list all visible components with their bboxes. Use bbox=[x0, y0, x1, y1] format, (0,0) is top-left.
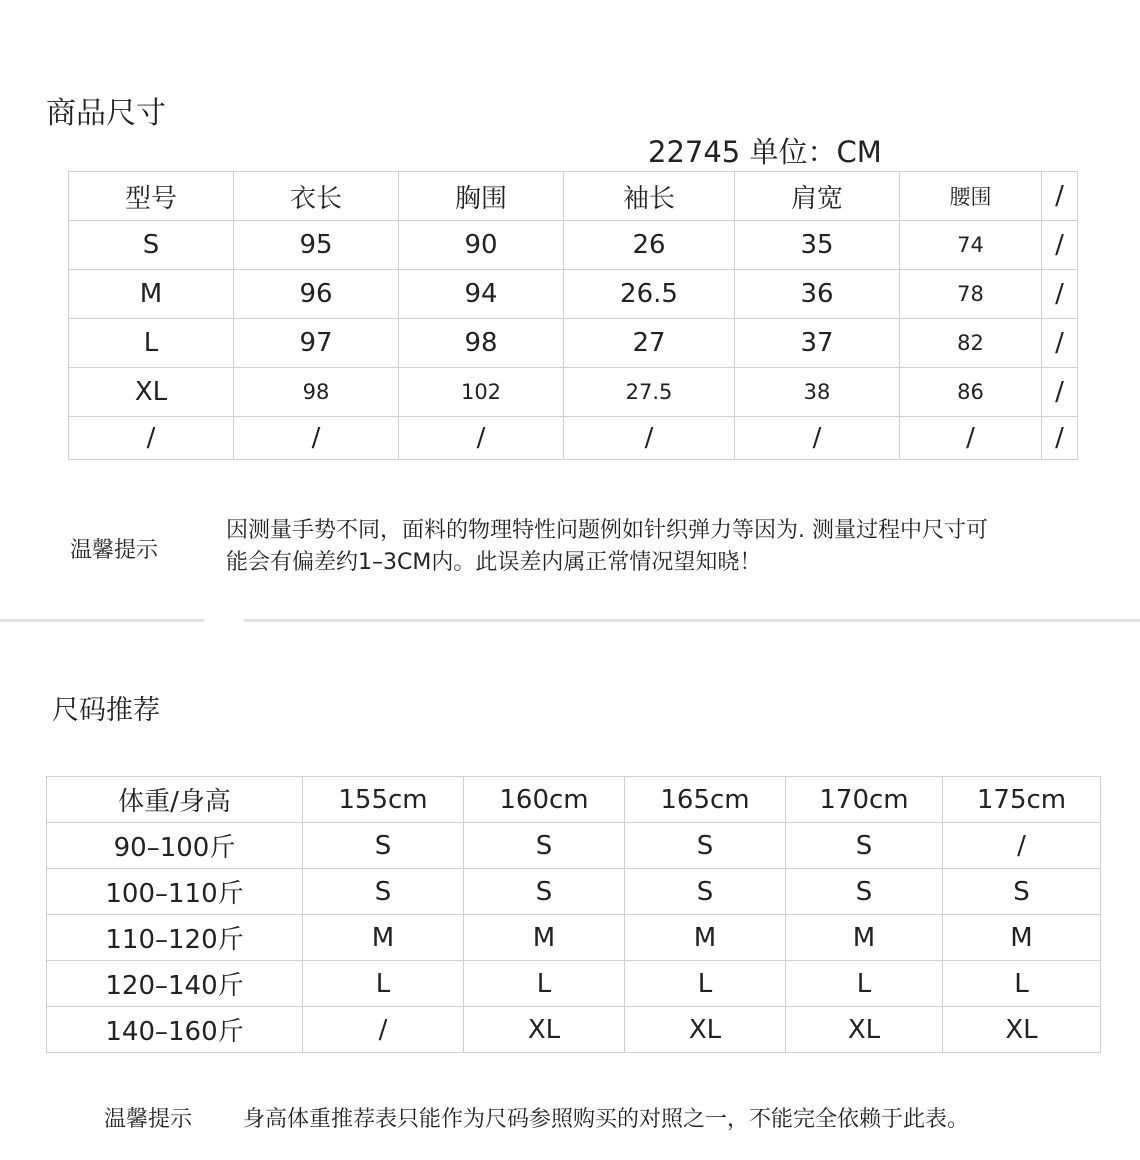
table-row bbox=[47, 869, 1101, 915]
table-cell: 78 bbox=[900, 270, 1042, 319]
header-cell: 155cm bbox=[303, 777, 464, 823]
table-cell: XL bbox=[786, 1007, 943, 1053]
table-cell: 36 bbox=[735, 270, 900, 319]
table-cell: M bbox=[943, 915, 1101, 961]
header-cell: 型号 bbox=[69, 172, 234, 221]
size-recommend-title: 尺码推荐 bbox=[52, 695, 160, 726]
tip-text: 身高体重推荐表只能作为尺码参照购买的对照之一，不能完全依赖于此表。 bbox=[243, 1107, 970, 1132]
table-cell: 37 bbox=[735, 319, 900, 368]
size-recommend-table bbox=[46, 776, 1101, 1053]
table-cell: 94 bbox=[399, 270, 564, 319]
section-divider bbox=[0, 619, 204, 622]
table-cell: S bbox=[786, 823, 943, 869]
header-cell: 胸围 bbox=[399, 172, 564, 221]
table-cell: XL bbox=[69, 368, 234, 417]
section-divider bbox=[244, 619, 1140, 622]
table-cell: / bbox=[69, 417, 234, 460]
table-cell: 110–120斤 bbox=[47, 915, 303, 961]
table-cell: 86 bbox=[900, 368, 1042, 417]
header-cell: 175cm bbox=[943, 777, 1101, 823]
table-row bbox=[47, 961, 1101, 1007]
header-cell: / bbox=[1042, 172, 1078, 221]
table-cell: L bbox=[464, 961, 625, 1007]
table-cell: 90 bbox=[399, 221, 564, 270]
table-row bbox=[47, 915, 1101, 961]
table-cell: / bbox=[234, 417, 399, 460]
table-cell: 96 bbox=[234, 270, 399, 319]
table-cell: / bbox=[1042, 270, 1078, 319]
table-row bbox=[69, 368, 1078, 417]
table-cell: / bbox=[564, 417, 735, 460]
table-cell: S bbox=[464, 823, 625, 869]
table-header-row bbox=[69, 172, 1078, 221]
table-cell: / bbox=[1042, 368, 1078, 417]
table-cell: 27 bbox=[564, 319, 735, 368]
table-cell: L bbox=[625, 961, 786, 1007]
table-cell: S bbox=[303, 823, 464, 869]
header-cell: 体重/身高 bbox=[47, 777, 303, 823]
tip-text-line: 因测量手势不同，面料的物理特性问题例如针织弹力等因为. 测量过程中尺寸可 bbox=[226, 518, 988, 543]
table-row bbox=[47, 823, 1101, 869]
header-cell: 袖长 bbox=[564, 172, 735, 221]
table-cell: / bbox=[900, 417, 1042, 460]
table-row bbox=[69, 221, 1078, 270]
table-cell: / bbox=[735, 417, 900, 460]
table-row bbox=[69, 270, 1078, 319]
table-cell: 38 bbox=[735, 368, 900, 417]
table-cell: / bbox=[943, 823, 1101, 869]
table-cell: 98 bbox=[234, 368, 399, 417]
table-cell: M bbox=[69, 270, 234, 319]
table-cell: S bbox=[625, 869, 786, 915]
table-cell: XL bbox=[625, 1007, 786, 1053]
table-cell: S bbox=[464, 869, 625, 915]
header-cell: 170cm bbox=[786, 777, 943, 823]
table-cell: 27.5 bbox=[564, 368, 735, 417]
table-cell: L bbox=[786, 961, 943, 1007]
header-cell: 160cm bbox=[464, 777, 625, 823]
table-cell: 90–100斤 bbox=[47, 823, 303, 869]
table-cell: S bbox=[943, 869, 1101, 915]
table-cell: 140–160斤 bbox=[47, 1007, 303, 1053]
header-cell: 肩宽 bbox=[735, 172, 900, 221]
table-row bbox=[47, 1007, 1101, 1053]
table-cell: M bbox=[786, 915, 943, 961]
table-header-row bbox=[47, 777, 1101, 823]
table-cell: / bbox=[1042, 221, 1078, 270]
table-cell: 82 bbox=[900, 319, 1042, 368]
table-cell: L bbox=[943, 961, 1101, 1007]
table-cell: 100–110斤 bbox=[47, 869, 303, 915]
header-cell: 腰围 bbox=[900, 172, 1042, 221]
table-cell: 120–140斤 bbox=[47, 961, 303, 1007]
table-cell: 98 bbox=[399, 319, 564, 368]
table-cell: XL bbox=[943, 1007, 1101, 1053]
table-cell: / bbox=[1042, 319, 1078, 368]
table-cell: 26 bbox=[564, 221, 735, 270]
tip-label: 温馨提示 bbox=[70, 538, 159, 563]
tip-text-line: 能会有偏差约1–3CM内。此误差内属正常情况望知晓！ bbox=[226, 550, 762, 575]
table-cell: 35 bbox=[735, 221, 900, 270]
table-cell: L bbox=[69, 319, 234, 368]
header-cell: 衣长 bbox=[234, 172, 399, 221]
table-cell: S bbox=[625, 823, 786, 869]
table-cell: 102 bbox=[399, 368, 564, 417]
table-cell: 26.5 bbox=[564, 270, 735, 319]
table-cell: 97 bbox=[234, 319, 399, 368]
table-row bbox=[69, 417, 1078, 460]
size-table bbox=[68, 171, 1078, 460]
header-cell: 165cm bbox=[625, 777, 786, 823]
table-cell: M bbox=[625, 915, 786, 961]
table-cell: 95 bbox=[234, 221, 399, 270]
table-row bbox=[69, 319, 1078, 368]
table-cell: S bbox=[786, 869, 943, 915]
product-code-unit: 22745 单位：CM bbox=[648, 135, 882, 169]
table-cell: / bbox=[303, 1007, 464, 1053]
table-cell: S bbox=[69, 221, 234, 270]
tip-label: 温馨提示 bbox=[104, 1107, 193, 1132]
table-cell: / bbox=[399, 417, 564, 460]
table-cell: XL bbox=[464, 1007, 625, 1053]
table-cell: M bbox=[303, 915, 464, 961]
tip-text bbox=[226, 515, 1086, 579]
table-cell: 74 bbox=[900, 221, 1042, 270]
table-cell: / bbox=[1042, 417, 1078, 460]
table-cell: M bbox=[464, 915, 625, 961]
table-cell: S bbox=[303, 869, 464, 915]
product-size-title: 商品尺寸 bbox=[46, 96, 166, 131]
table-cell: L bbox=[303, 961, 464, 1007]
